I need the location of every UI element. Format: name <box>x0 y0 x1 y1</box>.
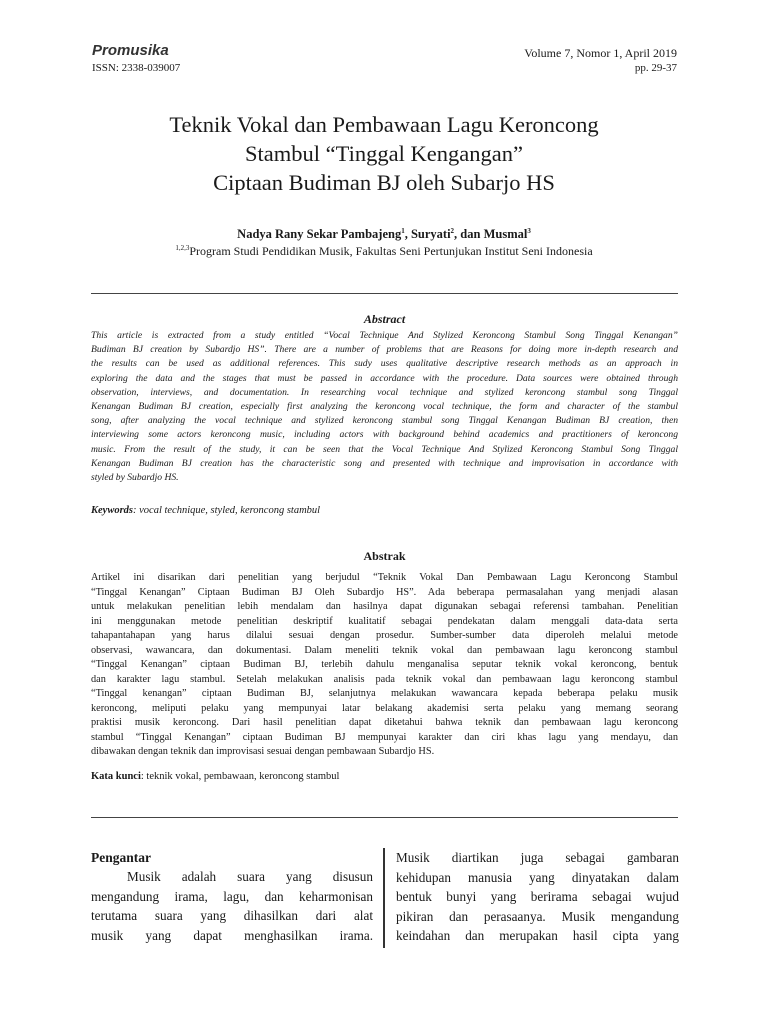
abstrak-line: observasi, wawancara, dan dokumentasi. Dalam meneliti teknik vokal dan pembawaan lagu keroncong stambul <box>91 644 678 656</box>
abstrak-line: keroncong, meliputi pelaku yang mempunyai latar belakang akademisi serta pelaku yang memang seorang <box>91 702 678 714</box>
author-sup: 1 <box>401 226 405 235</box>
abstract-line: music. From the result of the study, it can be seen that the Vocal Technique And Stylized Keroncong Stambul Song Tinggal <box>91 443 678 455</box>
column-divider <box>383 848 385 948</box>
volume-info: Volume 7, Nomor 1, April 2019 <box>524 46 677 60</box>
abstrak-line: praktisi musik keroncong. Dari hasil penelitian dapat diketahui bahwa teknik dan pembawaan lagu keroncong <box>91 717 678 728</box>
affiliation <box>60 244 708 259</box>
title-line: Teknik Vokal dan Pembawaan Lagu Keroncong <box>169 112 599 137</box>
title-line: Stambul “Tinggal Kengangan” <box>245 141 523 166</box>
abstract-keywords <box>91 505 678 516</box>
authors <box>60 227 708 242</box>
author-sup: 2 <box>450 226 455 235</box>
abstrak-line: “Tinggal Kenangan” ciptaan Budiman BJ, terlebih dahulu menganalisa seputar teknik vokal keroncong, bentuk <box>91 659 678 670</box>
abstract-line: Kenangan Budiman BJ creation has the characteristic song and presented with technique and improvisation in accordance with <box>91 457 678 469</box>
abstract-line: Budiman BJ creation by Subardjo HS”. There are a number of problems that are Reasons for doing more in-depth research and <box>91 344 678 356</box>
abstrak-line: “Tinggal kenangan” ciptaan Budiman BJ, selanjutnya melakukan wawancara kepada beberapa pelaku musik <box>91 688 678 699</box>
abstract-heading: Abstract <box>363 312 406 326</box>
body-line: Musik adalah suara yang disusun <box>127 869 373 884</box>
abstrak-line: dan karakter lagu stambul. Setelah melakukan analisis pada teknik vokal dan pembawaan lagu keroncong stambul <box>91 673 678 685</box>
top-rule <box>91 293 678 294</box>
abstract-line: Kenangan Budiman BJ creation, especially first analyzing the keroncong vocal technique, the form and character of the stambul <box>91 401 678 413</box>
author-sup: 3 <box>527 226 531 235</box>
abstrak-line: “Tinggal Kenangan” Ciptaan Budiman BJ Oleh Subardjo HS”. Ada beberapa permasalahan yang menjadi alasan <box>91 586 678 598</box>
body-line: terutama suara yang dihasilkan dari alat <box>91 908 373 923</box>
body-line: pikiran dan perasaanya. Musik mengandung <box>396 908 679 924</box>
abstract-line: interviewing some actors keroncong music, including actors with background behind academics and practitioners of keroncong <box>91 429 678 441</box>
issn: ISSN: 2338-039007 <box>92 62 181 74</box>
affiliation-sup: 1,2,3 <box>175 244 190 252</box>
author-name: , dan Musmal <box>454 227 528 241</box>
abstrak-line: ini menggunakan metode penelitian deskriptif kualitatif sebagai pendekatan dalam menggali data-data serta <box>91 615 678 627</box>
body-left-column <box>91 850 373 945</box>
abstract-line: styled by Subardjo HS. <box>91 472 179 484</box>
bottom-rule <box>91 817 678 818</box>
body-line: keindahan dan merupakan hasil cipta yang <box>396 928 679 943</box>
body-line: bentuk bunyi yang berirama sebagai wujud <box>396 889 679 904</box>
abstrak-line: untuk melakukan penelitian lebih mendalam dan hasilnya dapat digunakan sebagai referensi tambahan. Penelitian <box>91 601 678 612</box>
abstract-line: the results can be used as additional references. This sudy uses qualitative descriptive research methods as an approach in <box>91 358 678 370</box>
author-name: , Suryati <box>404 227 451 241</box>
abstract-line: exploring the data and the stages that must be passed in accordance with the procedure. Data sources were obtained through <box>91 372 678 384</box>
body-line: kehidupan manusia yang dinyatakan dalam <box>396 869 679 885</box>
body-line: musik yang dapat menghasilkan irama. <box>91 927 373 943</box>
body-right-column <box>396 848 679 946</box>
journal-name: Promusika <box>92 42 169 59</box>
section-heading: Pengantar <box>91 850 151 865</box>
abstrak-line: stambul “Tinggal Kenangan” ciptaan Budiman BJ mempunyai karakter dan ciri khas lagu yang mendayu, dan <box>91 731 678 743</box>
abstract-body <box>91 329 678 485</box>
abstrak-line: Artikel ini disarikan dari penelitian yang berjudul “Teknik Vokal Dan Pembawaan Lagu Keroncong Stambul <box>91 572 678 583</box>
abstrak-body <box>91 571 678 760</box>
paper-title <box>60 110 708 197</box>
title-line: Ciptaan Budiman BJ oleh Subarjo HS <box>213 170 555 195</box>
body-line: mengandung irama, lagu, dan keharmonisan <box>91 888 373 904</box>
author-name: Nadya Rany Sekar Pambajeng <box>237 227 402 241</box>
page-range: pp. 29-37 <box>634 62 677 74</box>
abstract-line: observation, interviews, and documentation. In researching vocal technique and stylized keroncong stambul song Tinggal <box>91 386 678 398</box>
abstrak-keywords <box>91 771 678 782</box>
affiliation-text: Program Studi Pendidikan Musik, Fakultas Seni Pertunjukan Institut Seni Indonesia <box>189 244 593 258</box>
abstract-line: song, after analyzing the vocal technique and stylized keroncong stambul song Tinggal Kenangan Budiman BJ creation, then <box>91 415 678 427</box>
abstrak-line: tahapantahapan yang harus dilalui sesuai dengan prosedur. Sumber-sumber data diperoleh melalui metode <box>91 630 678 641</box>
abstrak-heading: Abstrak <box>363 549 406 563</box>
abstrak-line: dibawakan dengan teknik dan improvisasi sesuai dengan pembawaan Subardjo HS. <box>91 746 435 757</box>
keywords-label: Keywords <box>91 505 133 516</box>
kata-kunci-text: : teknik vokal, pembawaan, keroncong stambul <box>140 771 340 782</box>
abstract-line: This article is extracted from a study entitled “Vocal Technique And Stylized Keroncong Stambul Song Tinggal Kenangan” <box>91 330 678 341</box>
kata-kunci-label: Kata kunci <box>91 771 141 782</box>
keywords-text: : vocal technique, styled, keroncong stambul <box>133 505 321 516</box>
body-line: Musik diartikan juga sebagai gambaran <box>396 850 679 865</box>
